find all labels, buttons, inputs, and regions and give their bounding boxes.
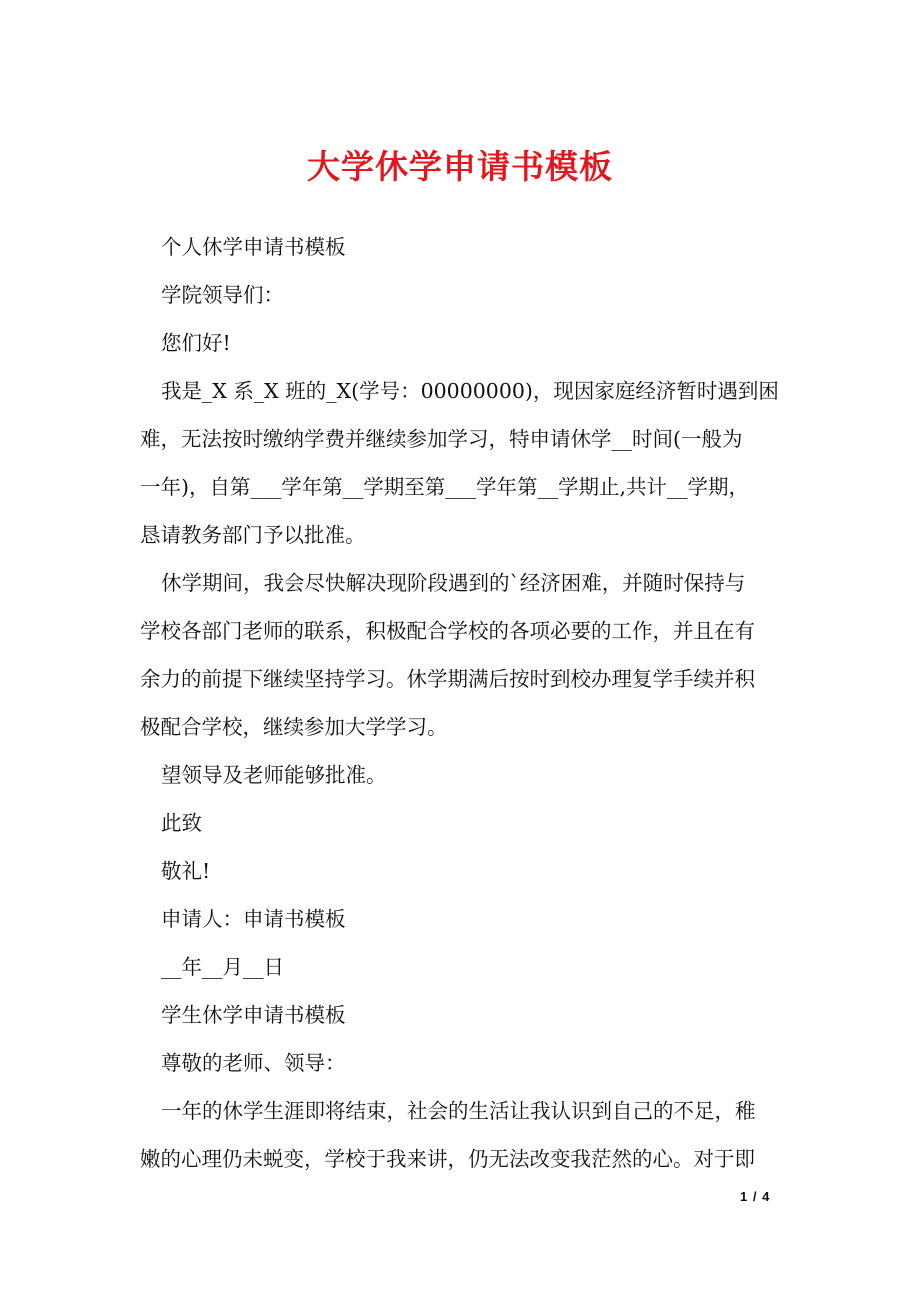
- paragraph-line: 恳请教务部门予以批准。: [140, 523, 366, 547]
- paragraph-line: __年__月__日: [161, 955, 284, 979]
- paragraph: [140, 943, 782, 991]
- paragraph: [140, 847, 782, 895]
- paragraph-line: 极配合学校，继续参加大学学习。: [140, 715, 448, 739]
- page-number: 1 / 4: [740, 1189, 771, 1204]
- paragraph-line: 申请人：申请书模板: [161, 907, 346, 931]
- document-title: 大学休学申请书模板: [307, 147, 613, 186]
- paragraph: [140, 895, 782, 943]
- paragraph-line: 学生休学申请书模板: [161, 1003, 346, 1027]
- paragraph: [140, 319, 782, 367]
- paragraph-line: 个人休学申请书模板: [161, 235, 346, 259]
- paragraph-line: 余力的前提下继续坚持学习。休学期满后按时到校办理复学手续并积: [140, 667, 755, 691]
- paragraph-line: 学校各部门老师的联系，积极配合学校的各项必要的工作，并且在有: [140, 619, 755, 643]
- paragraph-line: 尊敬的老师、领导：: [161, 1051, 346, 1075]
- paragraph-line: 望领导及老师能够批准。: [161, 763, 387, 787]
- paragraph-line: 敬礼!: [161, 859, 211, 883]
- paragraph-line: 我是_X 系_X 班的_X(学号：00000000)，现因家庭经济暂时遇到困: [161, 379, 779, 403]
- paragraph: [140, 799, 782, 847]
- paragraph-line: 一年的休学生涯即将结束，社会的生活让我认识到自己的不足，稚: [161, 1099, 756, 1123]
- paragraph-line: 难，无法按时缴纳学费并继续参加学习，特申请休学__时间(一般为: [140, 427, 743, 451]
- paragraph: [140, 1087, 782, 1183]
- paragraph-line: 学院领导们：: [161, 283, 284, 307]
- paragraph: [140, 1039, 782, 1087]
- paragraph: [140, 751, 782, 799]
- paragraph: [140, 223, 782, 271]
- paragraph-line: 您们好!: [161, 331, 231, 355]
- paragraph: [140, 271, 782, 319]
- document-body: [140, 223, 782, 1183]
- paragraph: [140, 367, 782, 559]
- paragraph: [140, 991, 782, 1039]
- paragraph-line: 一年)，自第___学年第__学期至第___学年第__学期止,共计__学期，: [140, 475, 750, 499]
- paragraph: [140, 559, 782, 751]
- paragraph-line: 休学期间，我会尽快解决现阶段遇到的`经济困难，并随时保持与: [161, 571, 746, 595]
- paragraph-line: 此致: [161, 811, 202, 835]
- paragraph-line: 嫩的心理仍未蜕变，学校于我来讲，仍无法改变我茫然的心。对于即: [140, 1147, 755, 1171]
